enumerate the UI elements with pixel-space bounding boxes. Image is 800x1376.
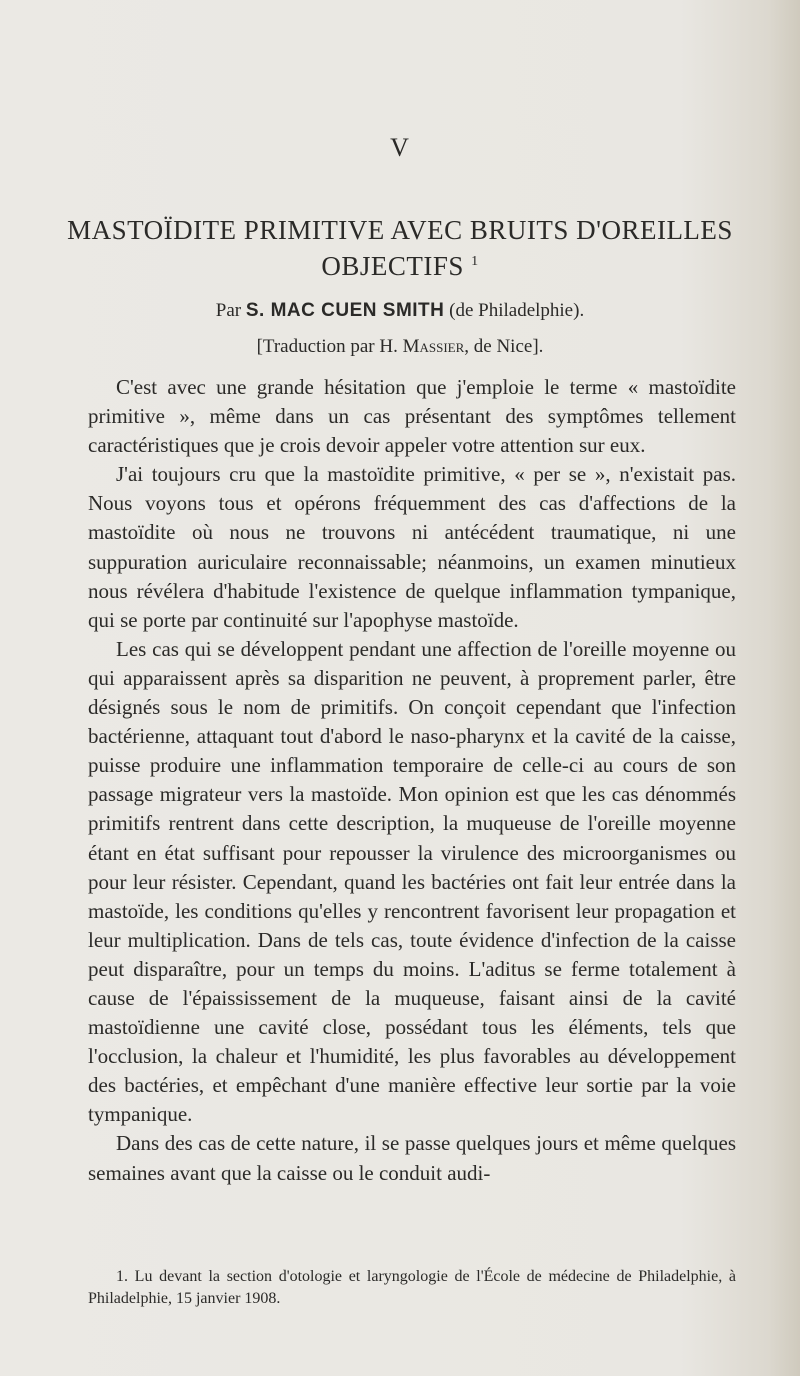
title-line-2 <box>40 248 760 284</box>
paragraph-3: Les cas qui se développent pendant une affection de l'oreille moyenne ou qui apparaissent après sa disparition ne peuvent, à proprement parler, être désignés sous le nom de primitifs. On conçoit cependant que l'infection bactérienne, attaquant tout d'abord le naso-pharynx et la cavité de la caisse, puisse produire une inflammation temporaire de celle-ci au cours de son passage migrateur vers la mastoïde. Mon opinion est que les cas dénommés primitifs rentrent dans cette description, la muqueuse de l'oreille moyenne étant en état suffisant pour repousser la virulence des microorganismes ou pour leur résister. Cependant, quand les bactéries ont fait leur entrée dans la mastoïde, les conditions qu'elles y rencontrent favorisent leur propagation et leur multiplication. Dans de tels cas, toute évidence d'infection de la caisse peut disparaître, pour un temps du moins. L'aditus se ferme totalement à cause de l'épaississement de la muqueuse, faisant ainsi de la cavité mastoïdienne une cavité close, possédant tous les éléments, tels que l'occlusion, la chaleur et l'humidité, les plus favorables au développement des bactéries, et empêchant d'une manière effective leur sortie par la voie tympanique. <box>88 636 736 1127</box>
byline-prefix: Par <box>215 300 242 321</box>
title-line-2-text: OBJECTIFS <box>321 251 464 281</box>
author-affiliation: (de Philadelphie). <box>449 300 585 321</box>
title-footnote-marker: 1 <box>471 254 479 269</box>
author-name: S. MAC CUEN SMITH <box>245 300 445 321</box>
article-body <box>88 373 736 1188</box>
byline <box>0 300 800 322</box>
footnote: 1. Lu devant la section d'otologie et laryngologie de l'École de médecine de Philadelphie, à Philadelphie, 15 janvier 1908. <box>88 1268 736 1307</box>
title-line-1: MASTOÏDITE PRIMITIVE AVEC BRUITS D'OREILLES <box>67 215 733 245</box>
paragraph-1: C'est avec une grande hésitation que j'emploie le terme « mastoïdite primitive », même dans un cas présentant des symptômes tellement caractéristiques que je crois devoir appeler votre attention sur eux. <box>88 375 736 458</box>
translation-close: , de Nice]. <box>464 336 544 357</box>
paragraph-4: Dans des cas de cette nature, il se passe quelques jours et même quelques semaines avant que la caisse ou le conduit audi- <box>88 1131 736 1185</box>
chapter-number: V <box>390 133 410 162</box>
article-title <box>40 212 760 284</box>
translation-credit <box>0 336 800 358</box>
translator-name: Massier <box>402 336 465 357</box>
translation-open: [Traduction par H. <box>256 336 398 357</box>
paragraph-2: J'ai toujours cru que la mastoïdite primitive, « per se », n'existait pas. Nous voyons tous et opérons fréquemment des cas d'affections de la mastoïdite où nous ne trouvons ni antécédent traumatique, ni une suppuration auriculaire reconnaissable; néanmoins, un examen minutieux nous révélera d'habitude l'existence de quelque inflammation tympanique, qui se porte par continuité sur l'apophyse mastoïde. <box>88 462 736 632</box>
